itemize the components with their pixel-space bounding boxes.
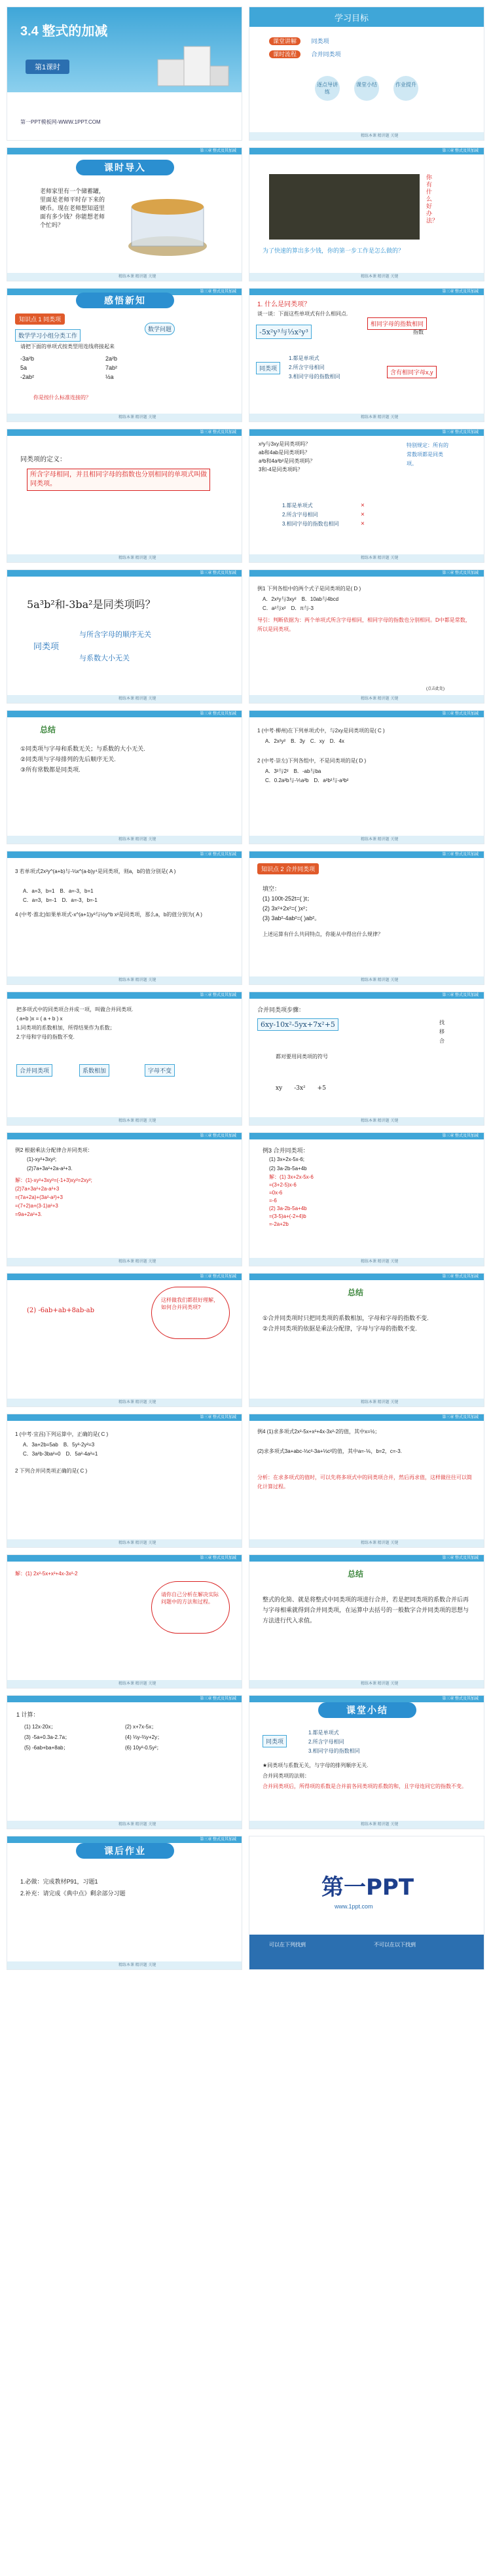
p3-q2: 2 下列合并同类项正确的是( C )	[15, 1468, 88, 1474]
slide-topbar: 第三章 整式及其加减	[249, 570, 484, 577]
slide-summary-1	[7, 710, 242, 844]
cubes-icon	[145, 40, 236, 92]
slide-order	[7, 569, 242, 704]
home-link[interactable]: (点击此处)	[426, 687, 445, 691]
nk-caption: 你是按什么标准连接的？	[33, 395, 91, 401]
slide-footer: 精练本课 精讲题 关键	[7, 1680, 242, 1688]
p2-q3: 3 若单项式2x²y^(a+b)与-⅓x^(a-b)y⁴是同类项，则a，b的值分别是( A )	[15, 868, 176, 874]
cd-flow-3: 字母不变	[145, 1064, 175, 1077]
nk-items-left: -3a²b 5a -2ab²	[20, 355, 35, 380]
slide-summary-2	[249, 1273, 484, 1407]
coins-question: 为了快速的算出多少钱，你的第一步工作是怎么做的？	[263, 247, 405, 254]
slide-footer: 精练本课 精讲题 关键	[249, 695, 484, 703]
lt-label-ans: 指数	[413, 329, 424, 335]
p4-items-right: (2) x+7x-5x； (4) ⅓y-⅔y+2y； (6) 10y²-0.5y²；	[125, 1724, 163, 1751]
slide-footer: 精练本课 精讲题 关键	[7, 554, 242, 562]
lt-tag-left: 同类项	[256, 362, 280, 374]
cs-rule: 合并同类项后，所得项的系数是合并前各同类项的系数的和，且字母连同它的指数不变。	[263, 1783, 467, 1789]
slide-footer: 精练本课 精讲题 关键	[7, 695, 242, 703]
slide-footer: 精练本课 精讲题 关键	[249, 1399, 484, 1406]
slide-topbar: 第三章 整式及其加减	[7, 1696, 242, 1702]
slide-footer: 精练本课 精讲题 关键	[249, 554, 484, 562]
check-items: 1.都是单项式 2.所含字母相同 3.相同字母的指数也相同	[282, 503, 339, 527]
slide-example-2b	[7, 1273, 242, 1407]
ex1-question: 例1 下列各组中的两个式子是同类项的是( D )	[257, 586, 361, 592]
slide-topbar: 第三章 整式及其加减	[249, 711, 484, 717]
slide-footer: 精练本课 精讲题 关键	[7, 1258, 242, 1266]
slide-topbar: 第三章 整式及其加减	[7, 1133, 242, 1139]
ex4-q1: 例4 (1)求多项式2x²-5x+x²+4x-3x²-2的值，其中x=½；	[257, 1429, 380, 1435]
nk-hp-left: 数学学习小组分类工作	[15, 329, 81, 342]
flow-3: 作业提升	[393, 76, 418, 101]
slide-topbar: 第三章 整式及其加减	[7, 289, 242, 295]
slide-steps	[249, 992, 484, 1126]
slide-footer: 精练本课 精讲题 关键	[249, 1821, 484, 1829]
brand-url[interactable]: www.1ppt.com	[335, 1903, 373, 1910]
coin-jar-icon	[118, 187, 217, 259]
slide-footer: 精练本课 精讲题 关键	[249, 976, 484, 984]
slide-new-knowledge	[7, 288, 242, 422]
goal-1-text: 同类项	[311, 38, 329, 45]
slide-topbar: 第三章 整式及其加减	[249, 1414, 484, 1421]
slide-check	[249, 429, 484, 563]
slide-definition	[7, 429, 242, 563]
order-lead: 同类项	[33, 641, 60, 651]
cs-title: 课堂小结	[318, 1702, 416, 1718]
slide-footer: 精练本课 精讲题 关键	[7, 1117, 242, 1125]
sol4-bubble: 请你自己分析在解决实际问题中的方法和过程。	[151, 1581, 230, 1634]
slide-footer: 精练本课 精讲题 关键	[249, 1680, 484, 1688]
ex2-question: 例2 根据乘法分配律合并同类项：	[15, 1147, 93, 1153]
slide-example-1	[249, 569, 484, 704]
summary-1-items: ①同类项与字母和系数无关；与系数的大小无关. ②同类项与字母排列的先后顺序无关. ③所有常数都是同类项.	[20, 745, 145, 773]
goal-row-2	[269, 50, 341, 58]
slide-topbar: 第三章 整式及其加减	[249, 1274, 484, 1280]
slide-solution-4	[7, 1554, 242, 1689]
nk-hp-right: 数学问题	[145, 323, 175, 335]
ex2-solution: 解：(1)-xy²+3xy²=(-1+3)xy²=2xy²; (2)7a+3a²+2a-a²+3 =(7a+2a)+(3a²-a²)+3 =(7+2)a+(3-1)a²+3 =9a+2a²+3.	[15, 1177, 92, 1217]
slide-title	[7, 7, 242, 141]
summary-2-title: 总结	[348, 1288, 364, 1297]
p4-q: 1 计算：	[16, 1711, 39, 1718]
p3-q1: 1 (中考·宜昌)下列运算中，正确的是( C )	[15, 1431, 109, 1437]
slide-footer: 精练本课 精讲题 关键	[7, 836, 242, 844]
slide-goals	[249, 7, 484, 141]
ex2b-bubble: 这样做我们都很好理解，如何合并同类项?	[151, 1287, 230, 1339]
steps-hint: 都对要用同类项的符号	[276, 1054, 328, 1060]
summary-3-title: 总结	[348, 1569, 364, 1579]
ex2b-expr: (2) -6ab+ab+8ab-ab	[27, 1307, 95, 1314]
slide-footer: 精练本课 精讲题 关键	[249, 1117, 484, 1125]
goal-2-text: 合并同类项	[311, 51, 341, 58]
slide-footer: 精练本课 精讲题 关键	[7, 1821, 242, 1829]
goal-2-badge: 课时流程	[269, 50, 300, 58]
lt-question-2: 谈一谈：下面这些单项式有什么相同点.	[257, 311, 348, 317]
cd-flow-2: 系数相加	[79, 1064, 109, 1077]
cs-left: 同类项	[263, 1735, 287, 1747]
slide-brand	[249, 1836, 484, 1970]
nk-banner	[7, 291, 242, 311]
p4-items-left: (1) 12x-20x； (3) -5a+0.3a-2.7a； (5) -6ab+ba+8ab；	[24, 1724, 71, 1751]
def-body: 所含字母相同，并且相同字母的指数也分别相同的单项式叫做同类项。	[27, 469, 210, 491]
p2-opts: A．a=3，b=1 B．a=-3，b=1 C．a=3，b=-1 D．a=-3，b=-1	[23, 888, 98, 903]
lt-label-num: 相同字母的指数相同	[367, 317, 427, 330]
slide-footer: 精练本课 精讲题 关键	[7, 1961, 242, 1969]
slide-example-2	[7, 1132, 242, 1266]
steps-title: 合并同类项步骤：	[257, 1007, 305, 1013]
lt-question: 1. 什么是同类项？	[257, 301, 311, 308]
hw-items: 1.必做：完成教材P91，习题1 2.补充：请完成《典中点》剩余部分习题	[20, 1878, 126, 1897]
summary-2-items: ①合并同类项时只把同类项的系数相加，字母和字母的指数不变. ②合并同类项的依据是乘法分配律，字母与字母的指数不变.	[263, 1315, 429, 1332]
ci-tag: 知识点 2 合并同类项	[257, 863, 319, 874]
cs-items: 1.都是单项式 2.所含字母相同 3.相同字母的指数相同	[308, 1730, 360, 1754]
brand-l2: 不可以在以下找到	[374, 1942, 416, 1948]
slide-topbar: 第三章 整式及其加减	[249, 289, 484, 295]
nk-instruction: 请把下面的单项式按类型用连线将接起来	[20, 344, 115, 349]
goal-1-badge: 课堂讲解	[269, 37, 300, 45]
slide-topbar: 第三章 整式及其加减	[249, 429, 484, 436]
slide-like-terms-q	[249, 288, 484, 422]
flow-1: 逐点导讲练	[315, 76, 340, 101]
slide-combine-def	[7, 992, 242, 1126]
slide-example-3	[249, 1132, 484, 1266]
order-p2: 与系数大小无关	[79, 654, 130, 662]
slide-footer: 精练本课 精讲题 关键	[249, 414, 484, 421]
lt-expr: -5x²y³与⅓x²y³	[256, 325, 312, 339]
slide-homework	[7, 1836, 242, 1970]
slide-topbar: 第三章 整式及其加减	[7, 570, 242, 577]
nk-tag: 知识点 1 同类项	[15, 313, 65, 325]
hw-banner	[7, 1842, 242, 1860]
steps-labels: 找 移 合	[439, 1020, 445, 1044]
slide-topbar: 第三章 整式及其加减	[7, 148, 242, 154]
slide-topbar: 第三章 整式及其加减	[7, 992, 242, 999]
order-expr: 5a³b²和-3ba²是同类项吗？	[27, 598, 156, 611]
steps-terms: xy -3x² +5	[276, 1085, 326, 1092]
slide-practice-1	[249, 710, 484, 844]
coins-photo	[269, 174, 420, 240]
ex2-items: (1)-xy²+3xy²; (2)7a+3a²+2a-a²+3.	[27, 1156, 73, 1172]
lt-labels: 1.都是单项式 2.所含字母相同 3.相同字母的指数相同	[289, 355, 340, 380]
p1-q2: 2 (中考·崇左)下列各组中，不是同类项的是( D )	[257, 758, 367, 764]
slide-topbar: 第三章 整式及其加减	[249, 992, 484, 999]
slide-footer: 精练本课 精讲题 关键	[7, 273, 242, 281]
p1-opts1: A．2x²y² B．3y C．xy D．4x	[265, 738, 344, 744]
brand-l1: 可以在下列找到	[269, 1942, 306, 1948]
slide-footer: 精练本课 精讲题 关键	[249, 1258, 484, 1266]
ex1-options: A．2x²y与3xy² B．10ab与4bcd C．a²与x² D．π与-3	[263, 596, 339, 611]
slide-footer: 精练本课 精讲题 关键	[7, 1399, 242, 1406]
intro-banner	[7, 154, 242, 181]
cs-q1: ★同类项与系数无关，与字母的排列顺序无关.	[263, 1762, 369, 1768]
steps-expr: 6xy-10x²-5yx+7x²+5	[257, 1018, 338, 1031]
slide-practice-3	[7, 1414, 242, 1548]
title-subtitle: 第1课时	[26, 60, 69, 74]
flow-2: 课堂小结	[354, 76, 379, 101]
slide-footer: 精练本课 精讲题 关键	[249, 1539, 484, 1547]
p1-opts2: A．3²与2² B．-ab与ba C．0.2a²b与-⅕a²b D．a²b²与-a³b²	[265, 768, 349, 783]
slide-topbar: 第三章 整式及其加减	[7, 1274, 242, 1280]
slide-topbar: 第三章 整式及其加减	[7, 1414, 242, 1421]
slide-footer: 精练本课 精讲题 关键	[249, 132, 484, 140]
cd-lines: 把多项式中的同类项合并成一项，叫做合并同类项. ( a+b )x = ( a + b ) x 1.同类项的系数相加，所得结果作为系数； 2.字母和字母的指数不变.	[16, 1007, 134, 1040]
brand-footer	[249, 1935, 484, 1970]
slide-footer: 精练本课 精讲题 关键	[249, 273, 484, 281]
slide-combine-intro	[249, 851, 484, 985]
slide-footer: 精练本课 精讲题 关键	[7, 976, 242, 984]
site-label: 第一PPT模板网-WWW.1PPT.COM	[20, 119, 101, 125]
slide-footer: 精练本课 精讲题 关键	[7, 1539, 242, 1547]
slide-topbar: 第三章 整式及其加减	[249, 1696, 484, 1702]
summary-1-title: 总结	[40, 725, 56, 734]
summary-3-text: 整式的化简、就是将整式中同类项的项进行合并，若是把同类项的系数合并后再与字母相乘就得到合并同类项，在运算中去括号的一般数字合并同类项的思想与方法进行代入求值。	[263, 1596, 469, 1624]
slide-practice-4	[7, 1695, 242, 1829]
cs-q2: 合并同类项的法则：	[263, 1773, 310, 1779]
slide-practice-2	[7, 851, 242, 985]
check-side: 特别规定：所有的常数项都是同类项。	[407, 442, 448, 467]
slide-topbar: 第三章 整式及其加减	[7, 429, 242, 436]
ex1-guide: 导引：判断依据为：两个单项式所含字母相同，相同字母的指数也分别相同。D中都是常数，所以是同类项。	[257, 617, 471, 632]
cs-banner	[249, 1701, 484, 1719]
def-label: 同类项的定义：	[20, 456, 66, 463]
ex4-guide: 分析：在求多项式的值时，可以先将多项式中的同类项合并，然后再求值，这样做往往可以简化计算过程。	[257, 1475, 472, 1490]
ex3-question: 例3 合并同类项：	[263, 1147, 309, 1154]
ex3-items: (1) 3x+2x-5x-6; (2) 3a-2b-5a+4b	[269, 1156, 307, 1172]
intro-title: 课时导入	[76, 160, 174, 175]
check-marks: × × ×	[361, 502, 365, 528]
slide-summary-3	[249, 1554, 484, 1689]
slide-topbar: 第三章 整式及其加减	[7, 1836, 242, 1843]
coins-side-caption: 你有什么好办法？	[426, 174, 439, 224]
slide-example-4	[249, 1414, 484, 1548]
slide-class-summary	[249, 1695, 484, 1829]
slide-topbar: 第三章 整式及其加减	[249, 1555, 484, 1562]
p3-opts: A．3a+2b=5ab B．5y²-2y²=3 C．3a²b-3ba²=0 D．5a²-4a²=1	[23, 1442, 98, 1457]
nk-items-right: 2a²b 7ab² ½a	[105, 355, 118, 380]
intro-text: 老师家里有一个储蓄罐，里面是老师平时存下来的硬币。现在老师想知道里面有多少钱？你能想老师个忙吗？	[40, 188, 105, 228]
hw-title: 课后作业	[76, 1843, 174, 1859]
slide-topbar: 第三章 整式及其加减	[7, 1555, 242, 1562]
ex4-q2: (2)求多项式3a+abc-⅓c²-3a+⅓c²的值，其中a=-⅙，b=2，c=-3.	[257, 1448, 402, 1454]
p2-q4: 4 (中考·淮北)如果单项式-x^(a+1)y³与½y^b x²是同类项，那么a，b的值分别为( A )	[15, 912, 202, 918]
lt-note: 含有相同字母x,y	[387, 366, 437, 378]
check-lines: x²y与3xy是同类项吗？ ab和4ab是同类项吗？ a²b和4a²b²是同类项吗？ 3和-4是同类项吗？	[259, 441, 316, 473]
slide-footer: 精练本课 精讲题 关键	[249, 836, 484, 844]
slide-topbar: 第三章 整式及其加减	[249, 851, 484, 858]
title-text: 3.4 整式的加减	[20, 24, 108, 39]
goal-row-1	[269, 37, 329, 45]
order-p1: 与所含字母的顺序无关	[79, 631, 151, 639]
slide-topbar: 第三章 整式及其加减	[7, 851, 242, 858]
slide-topbar: 第三章 整式及其加减	[249, 148, 484, 154]
ci-lines: 填空： (1) 100t-252t=( )t； (2) 3x²+2x²=( )x²； (3) 3ab²-4ab²=( )ab²。	[263, 885, 321, 921]
slide-coins	[249, 147, 484, 281]
slide-intro	[7, 147, 242, 281]
ci-question: 上述运算有什么共同特点，你能从中得出什么规律？	[263, 931, 383, 937]
sol4-text: 解：(1) 2x²-5x+x²+4x-3x²-2	[15, 1571, 78, 1577]
slide-topbar: 第三章 整式及其加减	[249, 1133, 484, 1139]
cd-flow-1: 合并同类项	[16, 1064, 52, 1077]
p1-q1: 1 (中考·柳州)在下列单项式中，与2xy是同类项的是( C )	[257, 728, 385, 734]
ex3-solution: 解：(1) 3x+2x-5x-6 =(3+2-5)x-6 =0x-6 =-6 (2) 3a-2b-5a+4b =(3-5)a+(-2+4)b =-2a+2b	[269, 1174, 314, 1227]
slide-footer: 精练本课 精讲题 关键	[7, 414, 242, 421]
goals-title: 学习目标	[335, 13, 369, 23]
nk-title: 感悟新知	[76, 293, 174, 308]
brand-logo: 第一PPT	[321, 1874, 414, 1901]
slide-topbar: 第三章 整式及其加减	[7, 711, 242, 717]
